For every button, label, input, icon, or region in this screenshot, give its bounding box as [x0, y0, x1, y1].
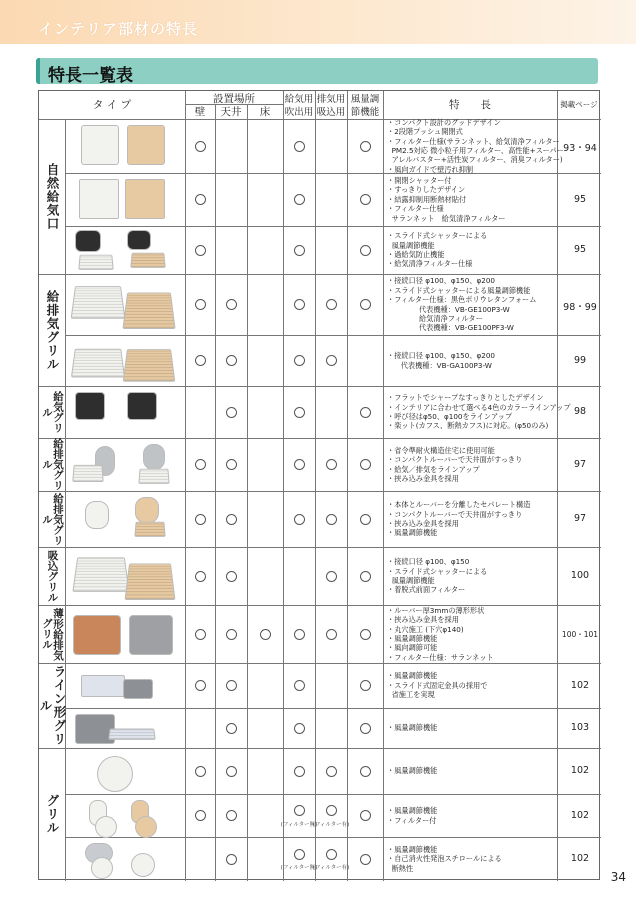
thin-grille-copper-illustration	[73, 615, 121, 655]
airflow-mark-circle	[360, 514, 371, 525]
supply-mark-circle	[294, 514, 305, 525]
duct-body-illustration	[127, 230, 151, 250]
page-reference: 102	[570, 765, 590, 776]
header-wall: 壁	[194, 106, 206, 118]
section-title: 特長一覧表	[48, 66, 133, 86]
exhaust-mark-circle	[326, 459, 337, 470]
table-rule	[65, 119, 66, 881]
table-rule	[65, 708, 601, 709]
page-reference: 100・101	[561, 630, 599, 639]
category-name: 自然給気口	[45, 162, 60, 231]
supply-filter-note: (フィルター無)	[280, 865, 318, 871]
exhaust-mark-circle	[326, 355, 337, 366]
ceiling-mark-circle	[226, 459, 237, 470]
category-label	[41, 438, 63, 491]
ceiling-mark-circle	[226, 299, 237, 310]
category-label	[41, 491, 63, 547]
supply-filter-note: (フィルター無)	[280, 821, 318, 828]
header-ceiling: 天井	[220, 106, 242, 118]
airflow-mark-circle	[360, 459, 371, 470]
page-reference: 100	[570, 570, 590, 581]
table-rule	[39, 491, 601, 492]
wall-mark-circle	[195, 459, 206, 470]
category-label	[41, 547, 63, 605]
exhaust-mark-circle	[326, 299, 337, 310]
exhaust-mark-circle	[326, 805, 337, 816]
header-page: 掲載ページ	[560, 100, 598, 109]
table-rule	[39, 438, 601, 439]
wall-mark-circle	[195, 571, 206, 582]
page-reference: 103	[570, 722, 590, 733]
category-name: 薄形給排気グリル	[41, 607, 64, 661]
diffuser-beige-illustration	[135, 816, 157, 838]
flex-duct-illustration	[143, 444, 165, 470]
wall-mark-circle	[195, 680, 206, 691]
page-number: 34	[610, 870, 626, 884]
vent-cap-beige-illustration	[127, 125, 165, 165]
ceiling-mark-circle	[226, 629, 237, 640]
header-airflow: 風量調 節機能	[350, 94, 380, 118]
table-rule	[315, 91, 316, 881]
page-header-title: インテリア部材の特長	[38, 20, 199, 38]
category-name: 給排気グリル	[41, 438, 64, 491]
section-header-mark	[36, 58, 40, 84]
airflow-mark-circle	[360, 194, 371, 205]
ceiling-grille-white-illustration	[71, 349, 125, 378]
table-rule	[557, 91, 558, 881]
page-reference: 95	[573, 244, 587, 255]
airflow-mark-circle	[360, 299, 371, 310]
wall-mark-circle	[195, 355, 206, 366]
airflow-mark-circle	[360, 766, 371, 777]
feature-text: ・風量調節機能 ・フィルター付	[387, 806, 438, 825]
intake-grille-beige-illustration	[125, 564, 176, 600]
category-name: 給排気グリル	[45, 289, 60, 371]
airflow-mark-circle	[360, 680, 371, 691]
supply-mark-circle	[294, 355, 305, 366]
table-rule	[39, 547, 601, 548]
supply-grille-black-illustration	[75, 392, 105, 420]
shutter-vent-beige-illustration	[125, 179, 165, 219]
wall-mark-circle	[195, 141, 206, 152]
page-reference: 102	[570, 809, 590, 821]
feature-text: ・風量調節機能	[387, 766, 438, 776]
table-rule	[383, 91, 384, 881]
exhaust-mark-circle	[326, 629, 337, 640]
table-rule	[65, 335, 601, 336]
line-grille-illustration	[81, 675, 125, 697]
feature-text: ・接続口径 φ100、φ150 ・スライド式シャッターによる 風量調節機能 ・着脱式前面フィルター	[387, 557, 488, 595]
table-rule	[185, 104, 283, 105]
wall-mark-circle	[195, 629, 206, 640]
round-diffuser-illustration	[97, 756, 133, 792]
supply-mark-circle	[294, 299, 305, 310]
table-rule	[283, 91, 284, 881]
wall-mark-circle	[195, 810, 206, 821]
supply-mark-circle	[294, 407, 305, 418]
table-rule	[65, 794, 601, 795]
airflow-mark-circle	[360, 245, 371, 256]
ceiling-grille-beige-illustration	[122, 293, 175, 329]
feature-text: ・風量調節機能 ・スライド式固定金具の採用で 省施工を実現	[387, 671, 488, 700]
feature-text: ・風量調節機能 ・自己消火性発泡スチロールによる 断熱性	[387, 844, 502, 873]
round-grille-illustration	[138, 469, 169, 484]
shutter-vent-white-illustration	[79, 179, 119, 219]
ceiling-mark-circle	[226, 355, 237, 366]
wall-mark-circle	[195, 766, 206, 777]
line-grille-plenum-illustration	[123, 679, 153, 699]
header-location: 設置場所	[213, 93, 255, 105]
table-rule	[39, 663, 601, 664]
airflow-mark-circle	[360, 407, 371, 418]
page-reference: 95	[573, 193, 587, 205]
exhaust-mark-circle	[326, 571, 337, 582]
page-reference: 97	[573, 458, 587, 470]
table-rule	[39, 748, 601, 749]
feature-text: ・スライド式シャッターによる 風量調節機能 ・過給気防止機能 ・給気清浄フィルター仕様	[387, 231, 488, 269]
page-reference: 93・94	[563, 143, 597, 154]
category-name: 給排気グリル	[41, 492, 64, 546]
thin-grille-metal-illustration	[129, 615, 173, 655]
category-label	[41, 119, 63, 274]
intake-grille-white-illustration	[72, 557, 129, 592]
supply-grille-black-illustration	[127, 392, 157, 420]
page-reference: 98	[573, 406, 587, 417]
supply-mark-circle	[294, 723, 305, 734]
floor-mark-circle	[260, 629, 271, 640]
exhaust-mark-circle	[326, 766, 337, 777]
feature-text: ・コンパクト設計のグッドデザイン ・2段階プッシュ開閉式 ・フィルター仕様(サランネット、給気清浄フィルター PM2.5対応 微小粒子用フィルター、高性能+スーパー アレルバスター+活性炭フィルター、消臭フィルター) ・風向ガイドで壁汚れ抑制	[387, 117, 564, 174]
airflow-mark-circle	[360, 854, 371, 865]
feature-text: ・省令準耐火構造住宅に使用可能 ・コンパクトルーバーで天井面がすっきり ・給気／排気をラインアップ ・挟み込み金具を採用	[387, 445, 523, 483]
table-rule	[65, 226, 601, 227]
ceiling-mark-circle	[226, 514, 237, 525]
duct-grille-beige-illustration	[135, 497, 159, 523]
table-rule	[185, 91, 186, 881]
feature-text: ・接続口径 φ100、φ150、φ200 代表機種：VB-GA100P3-W	[387, 351, 495, 370]
supply-mark-circle	[294, 245, 305, 256]
category-label	[41, 748, 63, 881]
ceiling-grille-white-illustration	[71, 286, 126, 319]
exhaust-filter-note: (フィルター有)	[312, 865, 350, 871]
category-name: 給気グリル	[41, 391, 64, 433]
page-reference: 97	[573, 513, 587, 524]
feature-text: ・接続口径 φ100、φ150、φ200 ・スライド式シャッターによる風量調節機能 ・フィルター仕様：黒色ポリウレタンフォーム 代表機種：VB-GE100P3-W 給気清浄フィルター 代表機種：VB-GE100PF3-W	[387, 276, 537, 333]
feature-text: ・フラットでシャープなすっきりとしたデザイン ・インテリアに合わせて選べる4色のカラーラインアップ ・呼び径はφ50、φ100をラインアップ ・楽ット(カフス、断熱カフス)に対応。(φ50のみ)	[387, 393, 571, 431]
table-rule	[215, 104, 216, 881]
ceiling-mark-circle	[226, 571, 237, 582]
ceiling-mark-circle	[226, 407, 237, 418]
section-header	[36, 58, 598, 84]
round-grille-illustration	[72, 465, 103, 482]
supply-mark-circle	[294, 194, 305, 205]
duct-grille-louver-illustration	[134, 522, 165, 537]
header-exhaust: 排気用 吸込用	[316, 94, 346, 118]
supply-mark-circle	[294, 849, 305, 860]
category-name: ライン形グリル	[38, 665, 67, 746]
table-rule	[39, 274, 601, 275]
page-reference: 102	[570, 679, 590, 691]
wall-mark-circle	[195, 514, 206, 525]
airflow-mark-circle	[360, 141, 371, 152]
feature-text: ・開閉シャッター付 ・すっきりしたデザイン ・結露抑制用断熱材貼付 ・フィルター仕様 サランネット 給気清浄フィルター	[387, 176, 506, 223]
category-label	[38, 663, 67, 748]
ceiling-mark-circle	[226, 766, 237, 777]
page-reference: 98・99	[563, 301, 597, 313]
header-supply: 給気用 吹出用	[284, 94, 314, 118]
ceiling-mark-circle	[226, 810, 237, 821]
category-label	[41, 274, 63, 386]
airflow-mark-circle	[360, 629, 371, 640]
vent-cap-white-illustration	[81, 125, 119, 165]
diffuser-white-illustration	[91, 857, 113, 879]
duct-body-illustration	[75, 230, 101, 252]
supply-mark-circle	[294, 766, 305, 777]
table-rule	[247, 104, 248, 881]
ceiling-mark-circle	[226, 680, 237, 691]
diffuser-white-illustration	[131, 853, 155, 877]
line-grille-face-illustration	[108, 728, 155, 739]
supply-mark-circle	[294, 459, 305, 470]
exhaust-mark-circle	[326, 849, 337, 860]
header-type: タ イ プ	[92, 99, 132, 111]
category-label	[41, 386, 63, 438]
grille-beige-illustration	[130, 253, 165, 268]
ceiling-grille-beige-illustration	[123, 349, 176, 382]
page-reference: 102	[570, 853, 590, 864]
header-features: 特 長	[449, 99, 491, 111]
exhaust-mark-circle	[326, 514, 337, 525]
wall-mark-circle	[195, 245, 206, 256]
category-name: 吸込グリル	[46, 549, 59, 603]
wall-mark-circle	[195, 194, 206, 205]
feature-text: ・本体とルーバーを分離したセパレート構造 ・コンパクトルーバーで天井面がすっきり ・挟み込み金具を採用 ・風量調節機能	[387, 500, 531, 538]
wall-mark-circle	[195, 299, 206, 310]
table-rule	[39, 386, 601, 387]
category-name: グリル	[45, 794, 60, 835]
supply-mark-circle	[294, 141, 305, 152]
airflow-mark-circle	[360, 810, 371, 821]
feature-text: ・風量調節機能	[387, 723, 438, 733]
diffuser-white-illustration	[95, 816, 117, 838]
ceiling-mark-circle	[226, 854, 237, 865]
supply-mark-circle	[294, 629, 305, 640]
airflow-mark-circle	[360, 571, 371, 582]
header-floor: 床	[259, 106, 271, 118]
feature-table	[38, 90, 600, 880]
supply-mark-circle	[294, 805, 305, 816]
supply-mark-circle	[294, 680, 305, 691]
ceiling-mark-circle	[226, 723, 237, 734]
feature-text: ・ルーバー厚3mmの薄形形状 ・挟み込み金具を採用 ・丸穴施工 (下穴φ140) ・風量調節機能 ・風向調節可能 ・フィルター仕様：サランネット	[387, 605, 494, 662]
duct-grille-white-illustration	[85, 501, 109, 529]
category-label	[41, 605, 63, 663]
grille-white-illustration	[78, 255, 113, 270]
table-rule	[39, 605, 601, 606]
exhaust-filter-note: (フィルター有)	[312, 821, 350, 828]
page-reference: 99	[573, 354, 587, 366]
airflow-mark-circle	[360, 723, 371, 734]
table-rule	[347, 91, 348, 881]
